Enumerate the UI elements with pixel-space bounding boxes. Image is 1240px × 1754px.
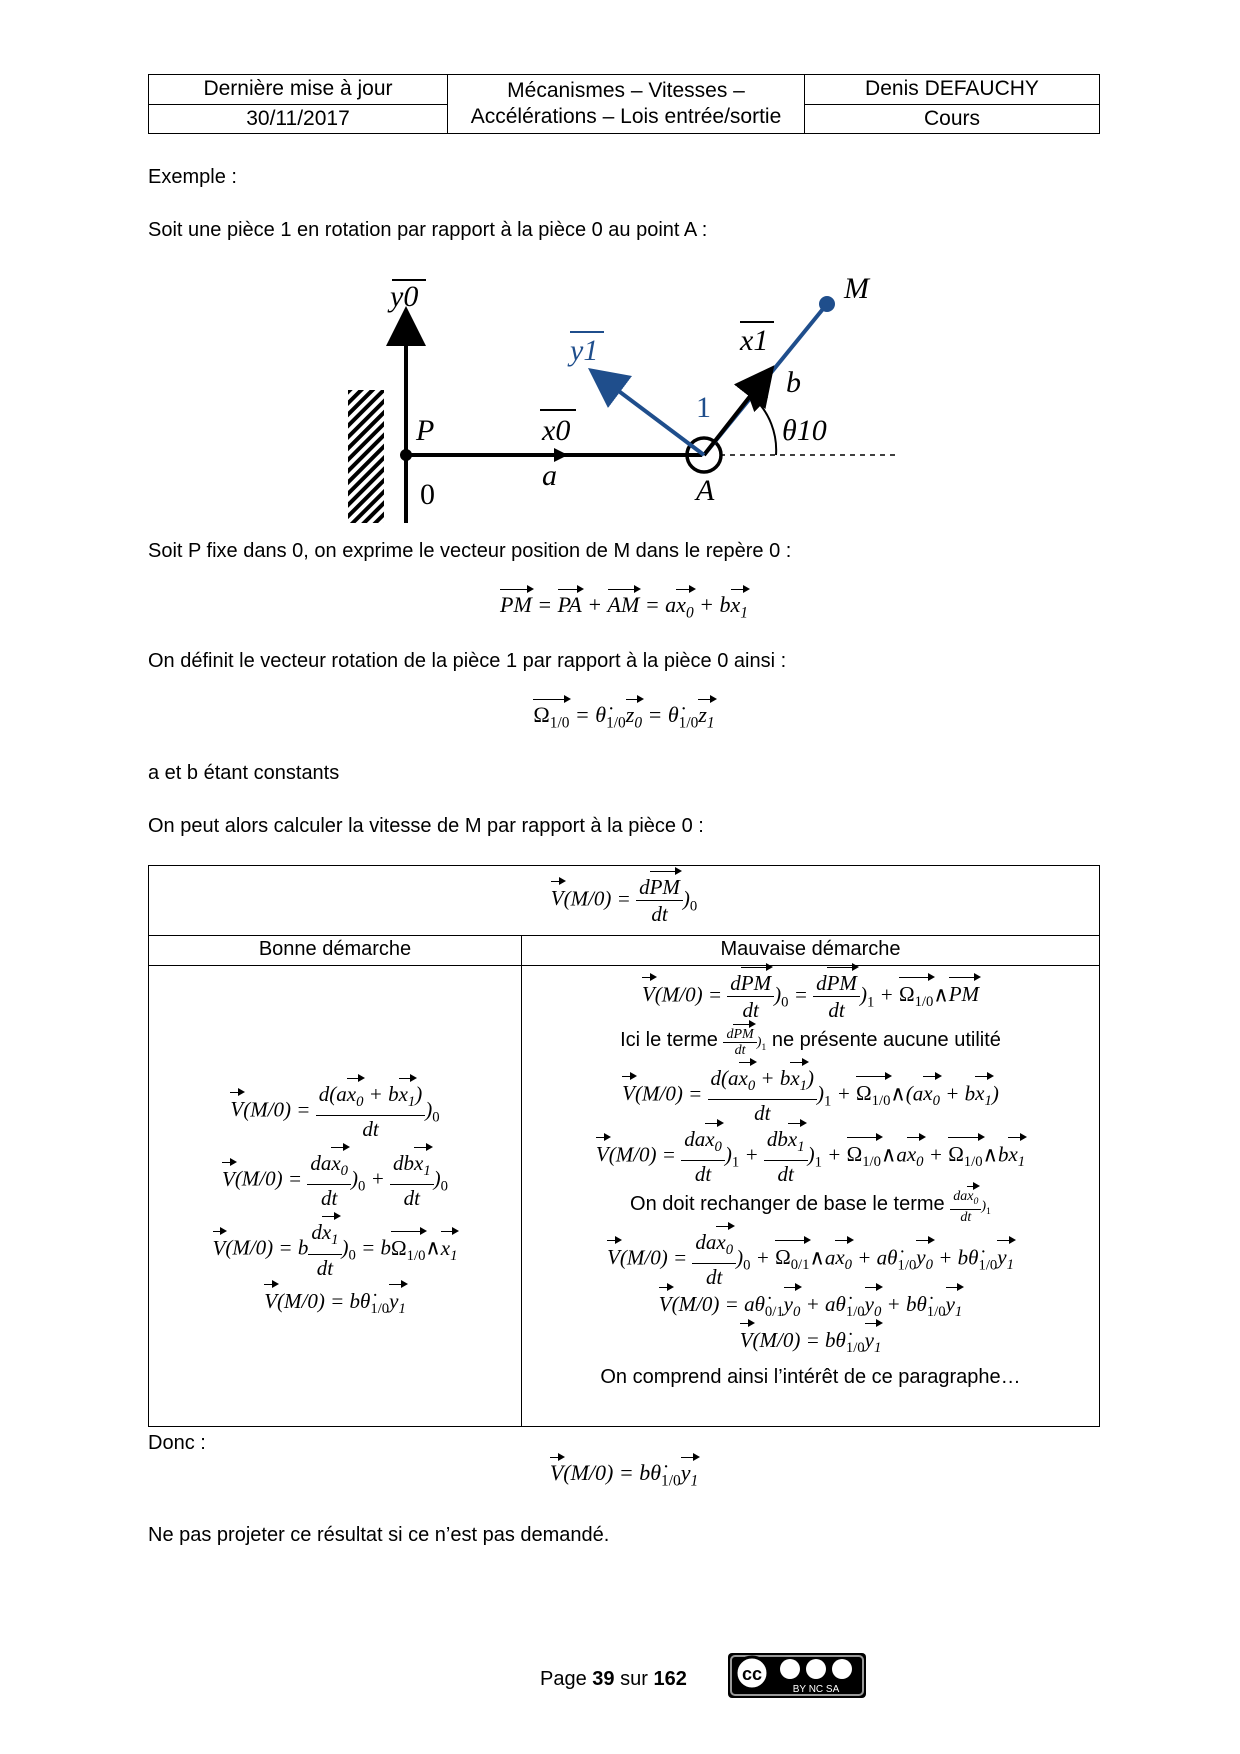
title-line1: Mécanismes – Vitesses – [507,79,745,102]
page-footer: Page 39 sur 162 [540,1668,687,1690]
label-y1: y1 [570,334,599,367]
label-theta: θ10 [782,414,827,447]
label-x0: x0 [542,414,571,447]
constants-text: a et b étant constants [148,762,340,784]
example-label: Exemple : [148,166,237,188]
last-update-label: Dernière mise à jour [149,75,448,105]
donc-label: Donc : [148,1432,206,1454]
label-b: b [786,366,801,399]
conclusion-text: Ne pas projeter ce résultat si ce n’est pas demandé. [148,1524,610,1546]
good-approach: V(M/0) = $\frac{d(ax_0 + bx_1)}{dt}$ )$_0$ V(M/0) = $\frac{dax_0}{dt}$ )$_0$ + $\frac{dbx_1}{dt}$ )$_0$ V(M/0) = b $\frac{dx_1}{dt}$ )$_0$ = $b\Omega_{1/0}\wedge x_1$ $V(M/0) = b\thetȧ_{1/0}y_1$ [149,1081,521,1323]
title-line2: Accélérations – Lois entrée/sortie [470,105,782,128]
update-date: 30/11/2017 [149,104,448,134]
rotation-equation: $\Omega_{1/0}$ = $\thetȧ_{1/0}z_0$ = $\thetȧ_{1/0}z_1$ [533,702,715,732]
doc-title [448,75,805,134]
label-1: 1 [696,391,711,424]
x1-direction [704,381,762,455]
label-y0: y0 [390,280,419,313]
page-number: 39 [592,1668,615,1690]
label-A: A [696,474,715,507]
header-table [148,74,1100,134]
doc-type: Cours [805,104,1100,134]
point-M [819,296,835,312]
point-P [400,449,412,461]
theta-arc [754,398,776,455]
velocity-table [148,865,1100,1427]
bad-approach: V(M/0) = $\frac{\text{dPM}}{dt}$ )$_0$ = $\frac{\text{dPM}}{dt}$ )$_1$ + $\Omega_{1/0}\wedge PM$ Ici le terme $\frac{\text{dPM}}{dt}$ )$_1$ ne présente aucune utilité V(M/0) = $\frac{d(ax_0 + bx_1)}{dt}$ )$_1$ + $\Omega_{1/0}\wedge(ax_0 + bx_1)$ V(M/0) = $\frac{dax_0}{dt}$ )$_1$ + $\frac{dbx_1}{dt}$ )$_1$ + $\Omega_{1/0}\wedge ax_0$ + $\Omega_{1/0}\wedge bx_1$ On doit rechanger de base le terme $\frac{dax_0}{dt}$ )$_1$ V(M/0) = $\frac{dax_0}{dt}$ )$_0$ + $\Omega_{0/1}\wedge ax_0$ + $a\thetȧ_{1/0}y_0$ + $b\thetȧ_{1/0}y_1$ $V(M/0) = a\thetȧ_{0/1}y_0$ + $a\thetȧ_{1/0}y_0$ + $b\thetȧ_{1/0}y_1$ $V(M/0) = b\thetȧ_{1/0}y_1$ On comprend ainsi l’intérêt de ce paragraphe… [522,970,1099,1391]
mechanism-figure [330,260,930,525]
velocity-definition: V(M/0) = $\frac{\text{dPM}}{dt}$ )$_0$ [550,875,698,926]
intro-text: Soit une pièce 1 en rotation par rapport à la pièce 0 au point A : [148,219,708,241]
label-a: a [542,459,557,492]
note-final: On comprend ainsi l’intérêt de ce paragraphe… [600,1365,1021,1388]
note-useless-suffix: ne présente aucune utilité [771,1029,1001,1051]
note-useless-prefix: Ici le terme [620,1029,718,1051]
label-P: P [416,414,435,447]
ground-hatch [348,390,384,523]
author: Denis DEFAUCHY [805,75,1100,105]
label-0: 0 [420,478,435,511]
position-text: Soit P fixe dans 0, on exprime le vecteur position de M dans le repère 0 : [148,540,792,562]
license-text: BY NC SA [792,1684,840,1695]
note-rebase: On doit rechanger de base le terme [630,1193,945,1216]
position-equation: PM = PA + AM = $ax_0 + bx_1$ [500,592,748,622]
y1-axis [604,380,704,455]
rotation-text: On définit le vecteur rotation de la pièce 1 par rapport à la pièce 0 ainsi : [148,650,787,672]
page-total: 162 [653,1668,687,1690]
speed-text: On peut alors calculer la vitesse de M par rapport à la pièce 0 : [148,815,704,837]
table-title-row [149,866,1099,936]
label-x1: x1 [740,324,769,357]
col-good-header: Bonne démarche [258,938,412,960]
cc-license-badge [728,1653,866,1698]
svg-text:cc: cc [741,1664,763,1684]
final-equation: $V(M/0) = b\thetȧ_{1/0}y_1$ [549,1460,699,1490]
col-bad-header: Mauvaise démarche [720,938,901,960]
table-header-row [149,936,1099,966]
label-M: M [844,272,869,305]
